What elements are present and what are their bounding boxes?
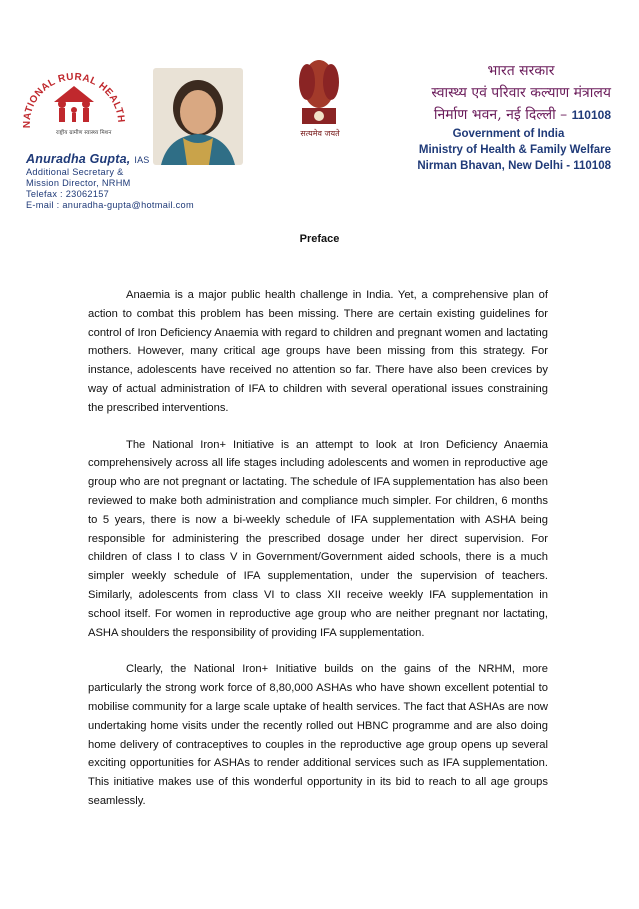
portrait-photo xyxy=(153,68,243,165)
sender-name-line xyxy=(26,152,194,166)
preface-body xyxy=(88,286,548,829)
sender-designation: Additional Secretary & xyxy=(26,167,124,177)
logo-arc-text: NATIONAL RURAL HEALTH xyxy=(21,71,127,129)
paragraph-3: Clearly, the National Iron+ Initiative builds on the gains of the NRHM, more particularly the strong work force of 8,80,000 ASHAs who have shown excellent potential to mobilise community for a large scale uptake of health services. The fact that ASHAs are now undertaking home visits under the recently rolled out HBNC programme and are also doing home delivery of contraceptives to couples in the reproductive age group opens up several exciting opportunities for ASHAs to render additional services such as IFA supplementation. This initiative makes use of this wonderful opportunity in its bid to reach to all age groups seamlessly. xyxy=(88,663,548,807)
page-title: Preface xyxy=(299,233,340,245)
gov-hindi-line-1: भारत सरकार xyxy=(487,63,555,79)
logo-hindi-text: राष्ट्रीय ग्रामीण स्वास्थ्य मिशन xyxy=(56,130,112,136)
gov-english-line-3: Nirman Bhavan, New Delhi - 110108 xyxy=(417,160,611,172)
sender-email[interactable]: E-mail : anuradha-gupta@hotmail.com xyxy=(26,200,194,210)
nrhm-logo xyxy=(20,58,130,148)
paragraph-2: The National Iron+ Initiative is an attempt to look at Iron Deficiency Anaemia comprehensively across all life stages including adolescents and women in reproductive age group who are not pregnant or lactating. The schedule of IFA supplementation has also been reviewed to make both administration and compliance much simpler. For children, 6 months to 5 years, there is now a bi-weekly schedule of IFA supplementation with ASHA being responsible for administering the prescribed dosage under her direct supervision. For children of class I to class V in Government/Government aided schools, there is a much simpler weekly schedule of IFA supplementation, under the supervision of teachers. Similarly, adolescents from class VI to class XII receive weekly IFA supplementation in school itself. For women in reproductive age group who are neither pregnant nor lactating, ASHA shoulders the responsibility of providing IFA supplementation. xyxy=(88,438,548,639)
sender-telefax: Telefax : 23062157 xyxy=(26,189,110,199)
portrait-graphic xyxy=(153,68,243,165)
gov-english-line-2: Ministry of Health & Family Welfare xyxy=(418,144,611,156)
gov-hindi-pin: 110108 xyxy=(571,108,611,122)
sender-role: Mission Director, NRHM xyxy=(26,178,131,188)
national-emblem xyxy=(290,52,348,140)
emblem-graphic xyxy=(290,52,348,132)
gov-english-line-1: Government of India xyxy=(452,128,565,140)
gov-hindi-line-2: स्वास्थ्य एवं परिवार कल्याण मंत्रालय xyxy=(431,85,611,101)
gov-hindi-line-3 xyxy=(351,104,611,126)
emblem-caption: सत्यमेव जयते xyxy=(300,129,340,138)
sender-name: Anuradha Gupta, xyxy=(26,152,131,166)
sender-block xyxy=(26,152,194,211)
gov-hindi-address: निर्माण भवन, नई दिल्ली – xyxy=(433,107,568,123)
nrhm-logo-graphic xyxy=(20,58,130,148)
government-address-block xyxy=(351,60,611,174)
paragraph-1: Anaemia is a major public health challenge in India. Yet, a comprehensive plan of action to combat this problem has been missing. There are certain existing guidelines for control of Iron Deficiency Anaemia with regard to children and pregnant women and lactating mothers. However, many critical age groups have been missing from this strategy. For instance, adolescents have received no attention so far. There have also been crevices by way of actual administration of IFA to children with several operational issues constraining the prescribed interventions. xyxy=(88,289,548,414)
sender-suffix: IAS xyxy=(134,155,150,165)
